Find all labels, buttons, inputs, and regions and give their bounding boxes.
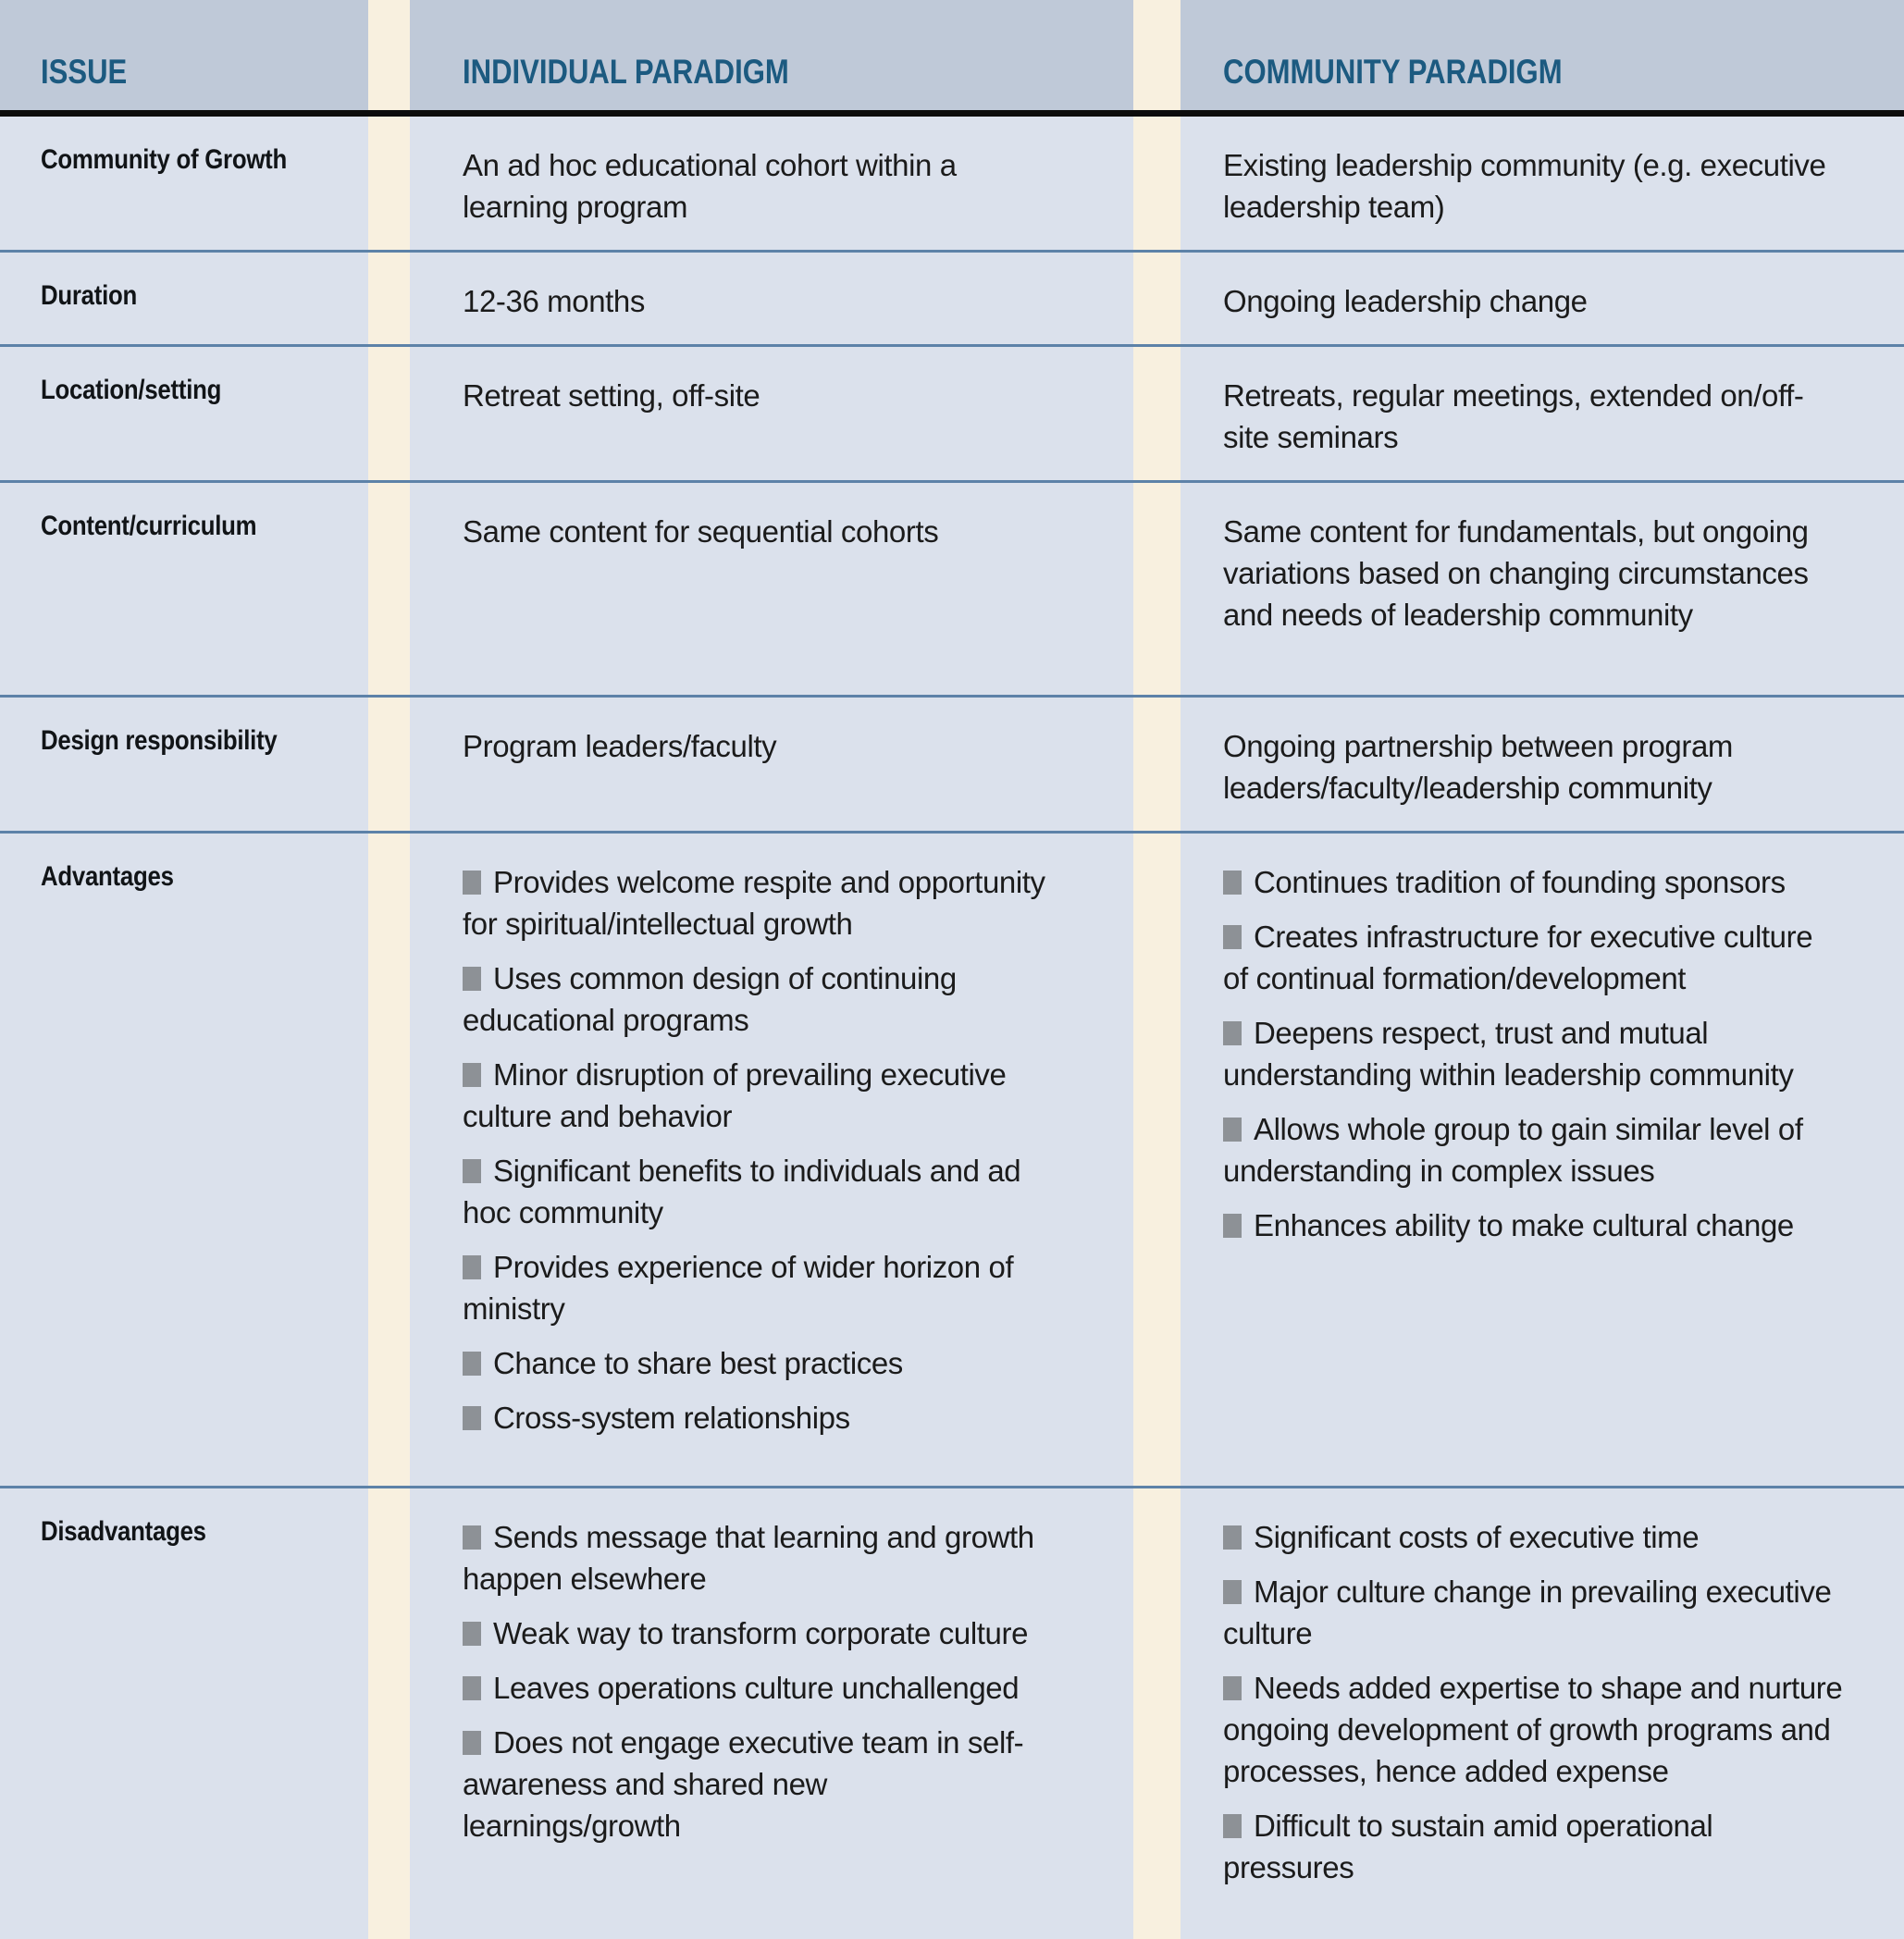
column-header-issue: ISSUE [41, 53, 128, 91]
bullet-item [1223, 1108, 1845, 1192]
individual-paradigm-cell [410, 483, 1133, 695]
bullet-item [1223, 916, 1845, 999]
column-gap [1133, 0, 1181, 110]
column-gap [368, 253, 410, 344]
column-gap [368, 0, 410, 110]
column-gap [1133, 347, 1181, 480]
cell-text: Ongoing partnership between program leaders/faculty/leadership community [1223, 729, 1734, 805]
bullet-text: Deepens respect, trust and mutual understanding within leadership community [1223, 1016, 1794, 1092]
column-gap [1133, 834, 1181, 1486]
bullet-item [463, 861, 1052, 945]
column-gap [1133, 253, 1181, 344]
header-cell-community-paradigm [1181, 0, 1904, 110]
row-label: Location/setting [41, 375, 222, 405]
cell-text: Same content for sequential cohorts [463, 514, 939, 549]
bullet-item [463, 1150, 1052, 1233]
bullet-square-icon [1223, 1118, 1242, 1142]
bullet-text: Provides welcome respite and opportunity for spiritual/intellectual growth [463, 865, 1045, 941]
bullet-text: Creates infrastructure for executive culture of continual formation/development [1223, 920, 1813, 995]
issue-cell [0, 1488, 368, 1939]
cell-text: Retreat setting, off-site [463, 378, 760, 413]
table-row [0, 344, 1904, 480]
header-cell-issue [0, 0, 368, 110]
bullet-item [1223, 1012, 1845, 1095]
bullet-square-icon [463, 1159, 481, 1183]
individual-paradigm-cell [410, 698, 1133, 831]
bullet-text: Uses common design of continuing educational programs [463, 961, 957, 1037]
header-cell-individual-paradigm [410, 0, 1133, 110]
bullet-square-icon [463, 871, 481, 895]
bullet-item [463, 1246, 1052, 1329]
column-gap [368, 347, 410, 480]
column-gap [368, 117, 410, 250]
bullet-item [463, 1342, 1052, 1384]
column-header-community-paradigm: COMMUNITY PARADIGM [1223, 53, 1563, 91]
bullet-square-icon [463, 1731, 481, 1755]
bullet-square-icon [463, 1063, 481, 1087]
bullet-item [1223, 1571, 1845, 1654]
bullet-square-icon [463, 1352, 481, 1376]
bullet-text: Cross-system relationships [493, 1401, 850, 1435]
bullet-text: Needs added expertise to shape and nurture ongoing development of growth programs and processes, hence added expense [1223, 1671, 1843, 1788]
issue-cell [0, 117, 368, 250]
column-gap [1133, 1488, 1181, 1939]
individual-paradigm-cell [410, 347, 1133, 480]
column-gap [368, 698, 410, 831]
individual-paradigm-cell [410, 1488, 1133, 1939]
bullet-text: Sends message that learning and growth happen elsewhere [463, 1520, 1034, 1596]
row-label: Duration [41, 280, 138, 311]
bullet-square-icon [1223, 1525, 1242, 1550]
bullet-text: Provides experience of wider horizon of ministry [463, 1250, 1014, 1326]
bullet-square-icon [463, 1676, 481, 1700]
cell-text: 12-36 months [463, 284, 645, 318]
cell-text: Same content for fundamentals, but ongoing variations based on changing circumstances and needs of leadership community [1223, 514, 1809, 632]
bullet-square-icon [463, 1406, 481, 1430]
bullet-item [463, 1516, 1052, 1599]
cell-text: Ongoing leadership change [1223, 284, 1588, 318]
bullet-item [463, 1397, 1052, 1439]
row-label: Community of Growth [41, 144, 287, 175]
individual-paradigm-cell [410, 117, 1133, 250]
issue-cell [0, 253, 368, 344]
bullet-text: Weak way to transform corporate culture [493, 1616, 1029, 1650]
bullet-text: Minor disruption of prevailing executive culture and behavior [463, 1057, 1007, 1133]
issue-cell [0, 834, 368, 1486]
bullet-square-icon [1223, 1021, 1242, 1045]
bullet-item [463, 957, 1052, 1041]
bullet-square-icon [463, 967, 481, 991]
bullet-square-icon [463, 1525, 481, 1550]
issue-cell [0, 483, 368, 695]
bullet-text: Significant benefits to individuals and ad hoc community [463, 1154, 1021, 1229]
community-paradigm-cell [1181, 1488, 1904, 1939]
bullet-square-icon [1223, 871, 1242, 895]
community-paradigm-cell [1181, 117, 1904, 250]
bullet-item [1223, 1805, 1845, 1888]
cell-text: An ad hoc educational cohort within a learning program [463, 148, 957, 224]
bullet-text: Does not engage executive team in self-awareness and shared new learnings/growth [463, 1725, 1024, 1843]
bullet-item [463, 1054, 1052, 1137]
bullet-item [1223, 1516, 1845, 1558]
bullet-square-icon [1223, 1676, 1242, 1700]
bullet-square-icon [1223, 925, 1242, 949]
table-body [0, 117, 1904, 1939]
bullet-square-icon [1223, 1214, 1242, 1238]
bullet-text: Chance to share best practices [493, 1346, 903, 1380]
column-gap [1133, 698, 1181, 831]
column-gap [1133, 483, 1181, 695]
cell-text: Retreats, regular meetings, extended on/off-site seminars [1223, 378, 1804, 454]
row-label: Design responsibility [41, 725, 278, 756]
bullet-item [1223, 861, 1845, 903]
bullet-text: Major culture change in prevailing executive culture [1223, 1575, 1832, 1650]
table-row [0, 1486, 1904, 1939]
issue-cell [0, 698, 368, 831]
bullet-square-icon [1223, 1580, 1242, 1604]
row-label: Advantages [41, 861, 174, 892]
bullet-text: Difficult to sustain amid operational pressures [1223, 1809, 1713, 1884]
bullet-item [463, 1612, 1052, 1654]
column-gap [368, 483, 410, 695]
cell-text: Existing leadership community (e.g. executive leadership team) [1223, 148, 1826, 224]
bullet-item [463, 1722, 1052, 1846]
issue-cell [0, 347, 368, 480]
bullet-square-icon [463, 1622, 481, 1646]
row-label: Disadvantages [41, 1516, 206, 1547]
community-paradigm-cell [1181, 834, 1904, 1486]
column-gap [368, 834, 410, 1486]
community-paradigm-cell [1181, 347, 1904, 480]
bullet-square-icon [463, 1255, 481, 1279]
community-paradigm-cell [1181, 483, 1904, 695]
bullet-item [1223, 1667, 1845, 1792]
community-paradigm-cell [1181, 698, 1904, 831]
row-label: Content/curriculum [41, 511, 257, 541]
community-paradigm-cell [1181, 253, 1904, 344]
individual-paradigm-cell [410, 253, 1133, 344]
table-header-row [0, 0, 1904, 117]
bullet-item [1223, 1204, 1845, 1246]
table-row [0, 250, 1904, 344]
column-gap [1133, 117, 1181, 250]
table-row [0, 695, 1904, 831]
column-header-individual-paradigm: INDIVIDUAL PARADIGM [463, 53, 789, 91]
bullet-text: Allows whole group to gain similar level of understanding in complex issues [1223, 1112, 1803, 1188]
table-row [0, 117, 1904, 250]
bullet-text: Continues tradition of founding sponsors [1254, 865, 1786, 899]
bullet-text: Significant costs of executive time [1254, 1520, 1700, 1554]
bullet-square-icon [1223, 1814, 1242, 1838]
bullet-text: Enhances ability to make cultural change [1254, 1208, 1794, 1242]
table-row [0, 831, 1904, 1486]
bullet-item [463, 1667, 1052, 1709]
bullet-text: Leaves operations culture unchallenged [493, 1671, 1020, 1705]
individual-paradigm-cell [410, 834, 1133, 1486]
column-gap [368, 1488, 410, 1939]
cell-text: Program leaders/faculty [463, 729, 777, 763]
table-row [0, 480, 1904, 695]
